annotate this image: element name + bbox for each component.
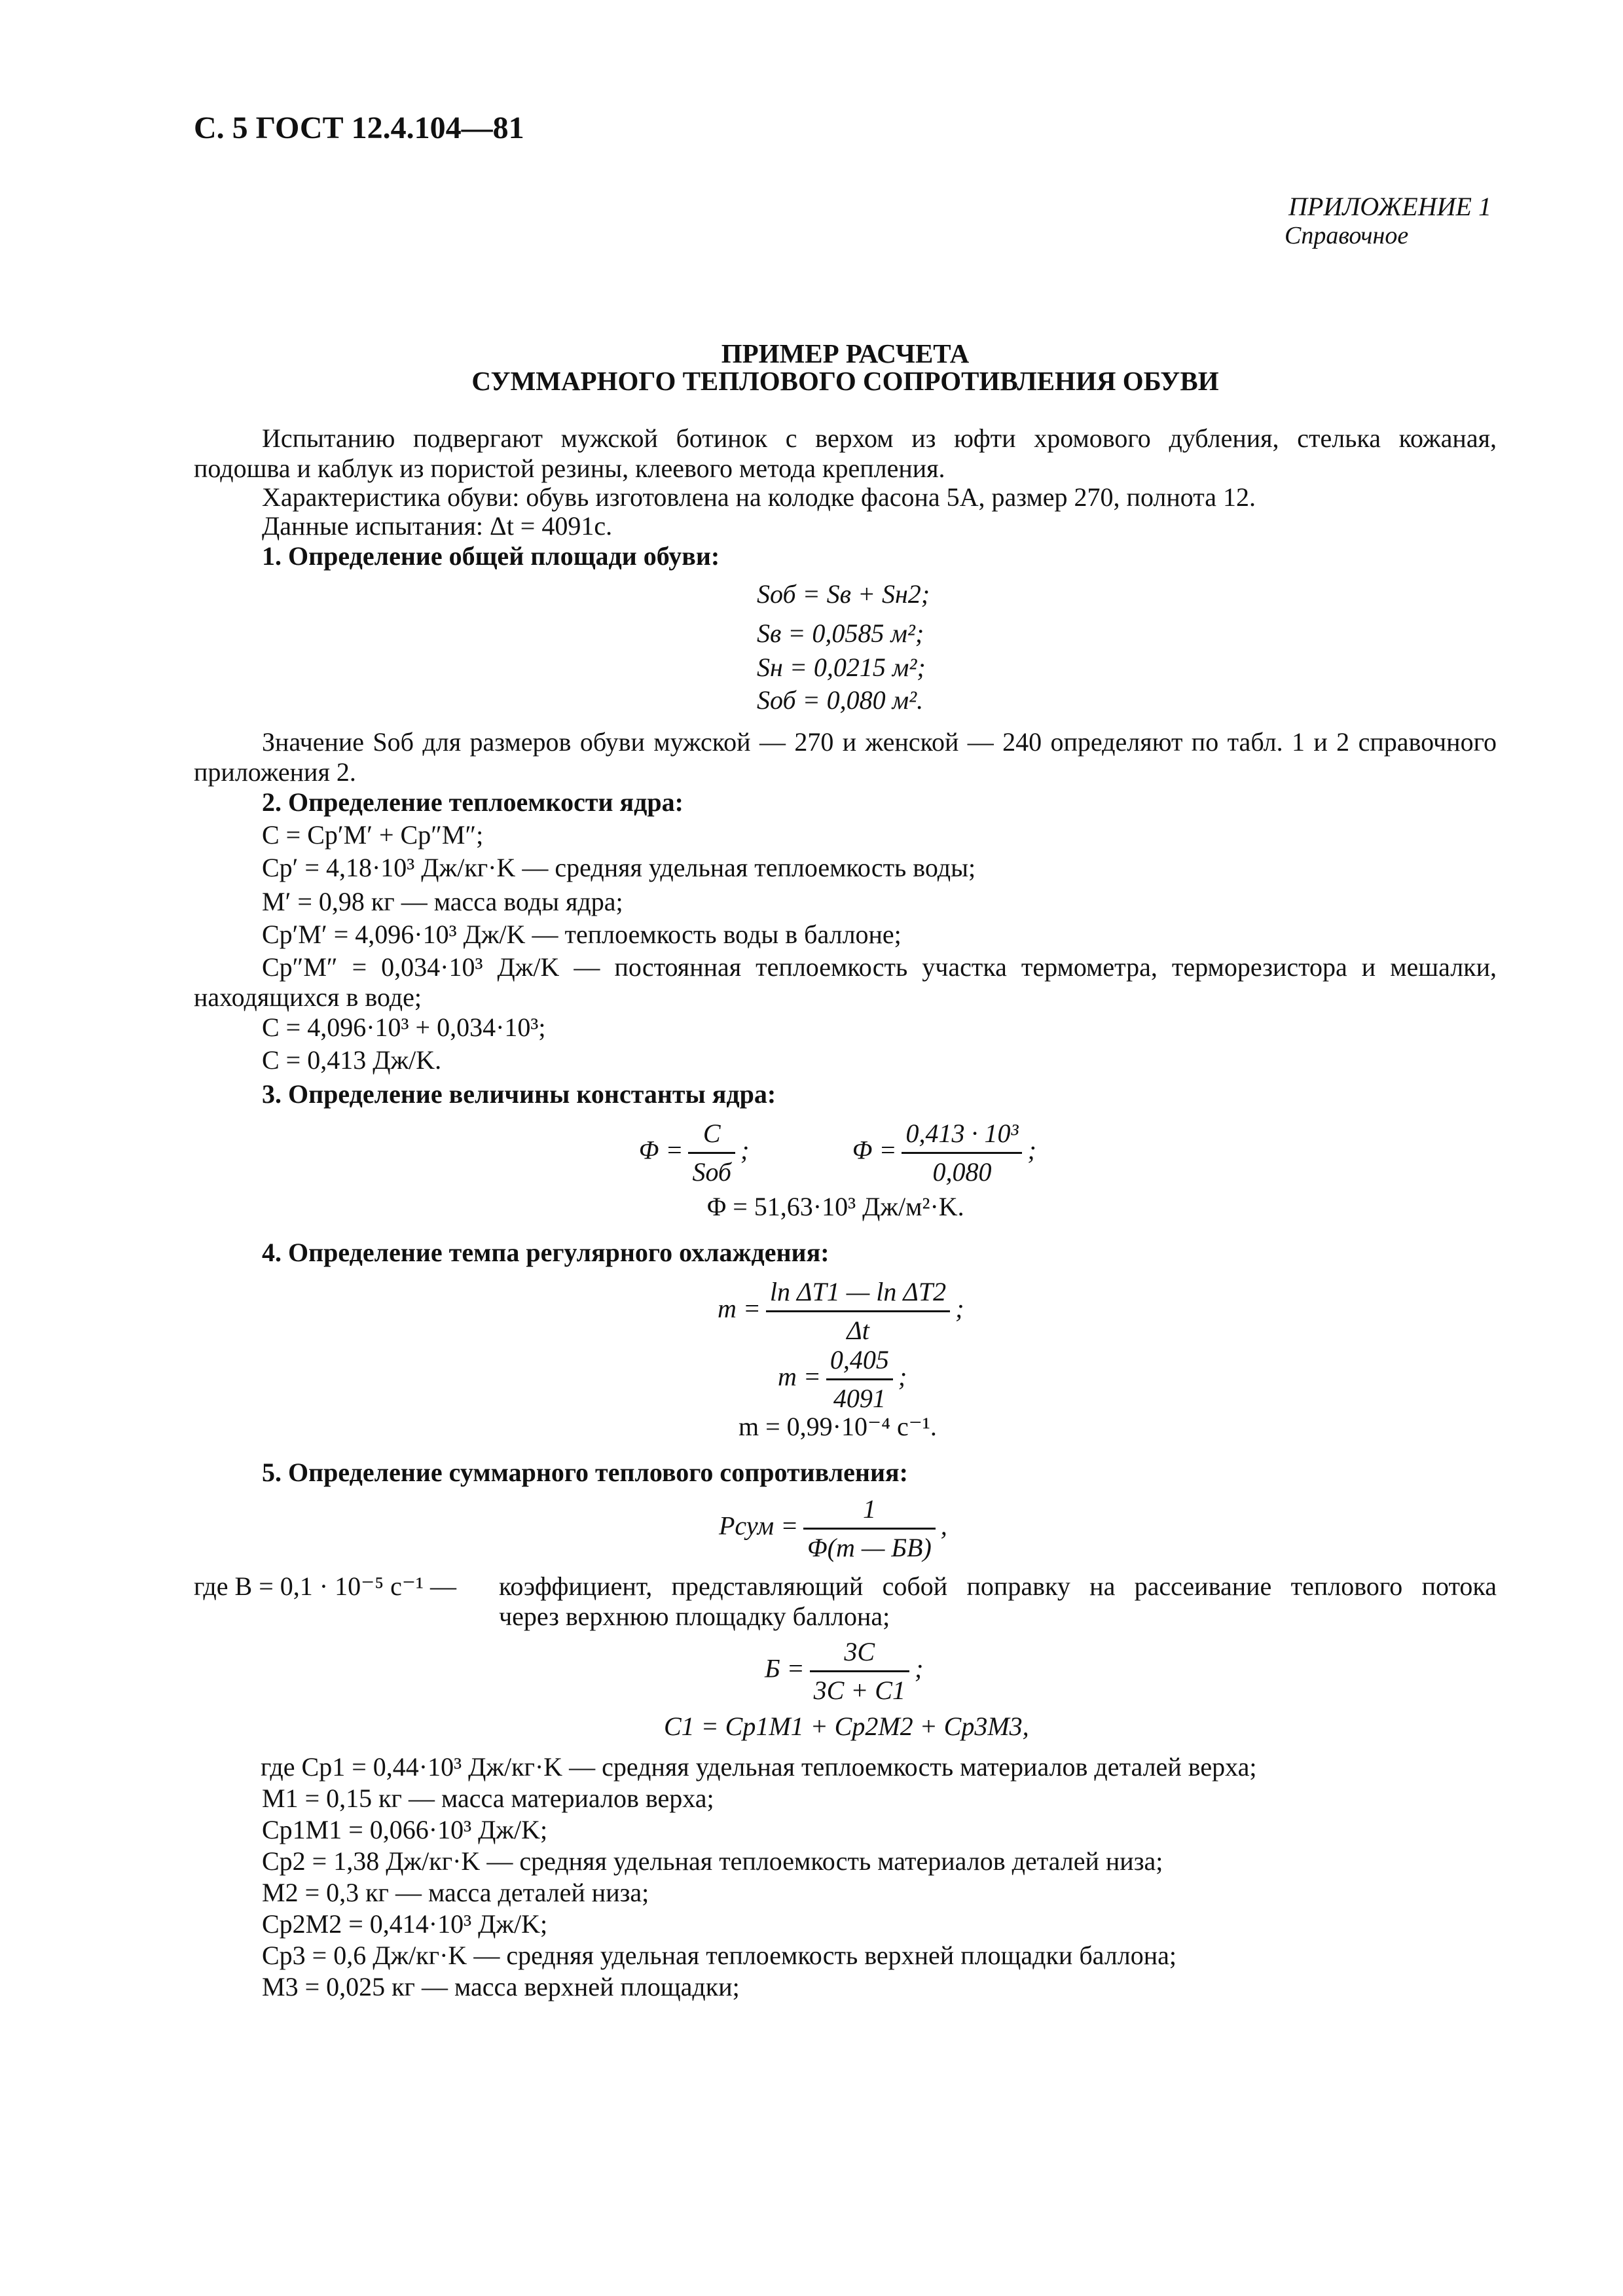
material-list-item: где Cp1 = 0,44·10³ Дж/кг·K — средняя удельная теплоемкость материалов деталей верха; [261,1752,1257,1782]
phi-numerator: C [688,1118,735,1154]
cooling-rate-value: m = $\frac{0,405}{4091}$ ; [778,1345,907,1413]
phi2-numerator: 0,413 · 10³ [902,1118,1022,1154]
material-list-item: Cp2M2 = 0,414·10³ Дж/K; [262,1909,548,1939]
c1-formula: C1 = Cp1M1 + Cp2M2 + Cp3M3, [664,1712,1029,1741]
resistance-formula: Pсум = $\frac{1}{\Phi(m — БВ)}$ , [719,1494,947,1562]
coefficient-b-description-1: коэффициент, представляющий собой поправку на рассеивание теплового потока [499,1571,1497,1601]
coefficient-b-description-2: через верхнюю площадку баллона; [499,1602,890,1631]
constant-heat-capacity-line-1: Cp″M″ = 0,034·10³ Дж/K — постоянная теплоемкость участка термометра, терморезистора и мешалки, [262,952,1497,982]
p-numerator: 1 [803,1494,936,1530]
heat-capacity-result: C = 0,413 Дж/K. [262,1045,442,1075]
intro-paragraph-line-1: Испытанию подвергают мужской ботинок с верхом из юфти хромового дубления, стелька кожаная, [262,423,1497,453]
section-1-heading: 1. Определение общей площади обуви: [262,541,720,571]
phi-result: Φ = 51,63·10³ Дж/м²·K. [707,1192,964,1221]
section-3-heading: 3. Определение величины константы ядра: [262,1079,776,1109]
water-specific-heat: Cp′ = 4,18·10³ Дж/кг·K — средняя удельная теплоемкость воды; [262,853,976,882]
material-list-item: Cp3 = 0,6 Дж/кг·K — средняя удельная теплоемкость верхней площадки баллона; [262,1941,1176,1970]
m-denominator: Δt [847,1316,869,1345]
material-list-item: M3 = 0,025 кг — масса верхней площадки; [262,1972,740,2001]
area-note-line-2: приложения 2. [194,757,356,787]
phi-lhs: Φ = [639,1135,684,1165]
phi2-lhs: Φ = [852,1135,897,1165]
area-equation-4: Sоб = 0,080 м². [757,685,924,715]
test-data: Данные испытания: Δt = 4091с. [262,511,613,541]
area-equation-3: Sн = 0,0215 м²; [757,653,926,682]
intro-paragraph-line-2: подошва и каблук из пористой резины, клеевого метода крепления. [194,454,945,483]
section-5-heading: 5. Определение суммарного теплового сопротивления: [262,1458,908,1487]
m-lhs: m = [718,1293,761,1323]
appendix-label: ПРИЛОЖЕНИЕ 1 [1288,192,1491,221]
p-lhs: Pсум = [719,1511,799,1541]
shoe-characteristics: Характеристика обуви: обувь изготовлена на колодке фасона 5А, размер 270, полнота 12. [262,482,1256,512]
p-denominator: Φ(m — БВ) [807,1533,932,1562]
section-2-heading: 2. Определение теплоемкости ядра: [262,787,684,817]
appendix-type: Справочное [1285,222,1409,249]
b-numerator: 3C [810,1636,909,1672]
coefficient-b-label: где B = 0,1 · 10⁻⁵ c⁻¹ — [194,1571,456,1601]
m2-lhs: m = [778,1361,821,1391]
material-list-item: M2 = 0,3 кг — масса деталей низа; [262,1878,649,1907]
m2-denominator: 4091 [833,1384,886,1413]
cooling-rate-result: m = 0,99·10⁻⁴ c⁻¹. [739,1412,937,1441]
area-equation-2: Sв = 0,0585 м²; [757,619,924,648]
m-numerator: ln ΔT1 — ln ΔT2 [766,1276,950,1312]
heat-capacity-sum: C = 4,096·10³ + 0,034·10³; [262,1013,546,1042]
water-mass: M′ = 0,98 кг — масса воды ядра; [262,887,623,916]
constant-heat-capacity-line-2: находящихся в воде; [194,982,422,1012]
title-line-1: ПРИМЕР РАСЧЕТА [721,338,970,368]
phi-value-formula: Φ = $\frac{\text{0,413 · 10³}}{0,080}$ ; [852,1119,1036,1187]
phi-formula: Φ = $\frac{C}{\text{Sоб}}$ ; [639,1119,750,1187]
page-header-label: С. 5 ГОСТ 12.4.104—81 [194,111,524,145]
b-lhs: Б = [765,1653,805,1683]
material-list-item: Cp1M1 = 0,066·10³ Дж/K; [262,1815,548,1844]
b-formula: Б = $\frac{3C}{3C + C1}$ ; [765,1637,924,1705]
area-note-line-1: Значение Sоб для размеров обуви мужской — 270 и женской — 240 определяют по табл. 1 и 2 справочного [262,727,1497,757]
heat-capacity-formula: C = Cp′M′ + Cp″M″; [262,820,484,850]
phi-denominator: Sоб [692,1157,732,1187]
section-4-heading: 4. Определение темпа регулярного охлаждения: [262,1238,830,1267]
material-list-item: Cp2 = 1,38 Дж/кг·K — средняя удельная теплоемкость материалов деталей низа; [262,1846,1163,1876]
water-heat-capacity: Cp′M′ = 4,096·10³ Дж/K — теплоемкость воды в баллоне; [262,920,902,949]
material-list-item: M1 = 0,15 кг — масса материалов верха; [262,1784,714,1813]
area-equation-1: Sоб = Sв + Sн2; [757,579,930,609]
title-line-2: СУММАРНОГО ТЕПЛОВОГО СОПРОТИВЛЕНИЯ ОБУВИ [471,366,1219,396]
cooling-rate-formula: m = $\frac{\text{ln ΔT1 — ln ΔT2}}{\Delta t}$ ; [718,1277,964,1345]
m2-numerator: 0,405 [826,1344,893,1380]
phi2-denominator: 0,080 [932,1157,992,1187]
b-denominator: 3C + C1 [813,1676,905,1705]
